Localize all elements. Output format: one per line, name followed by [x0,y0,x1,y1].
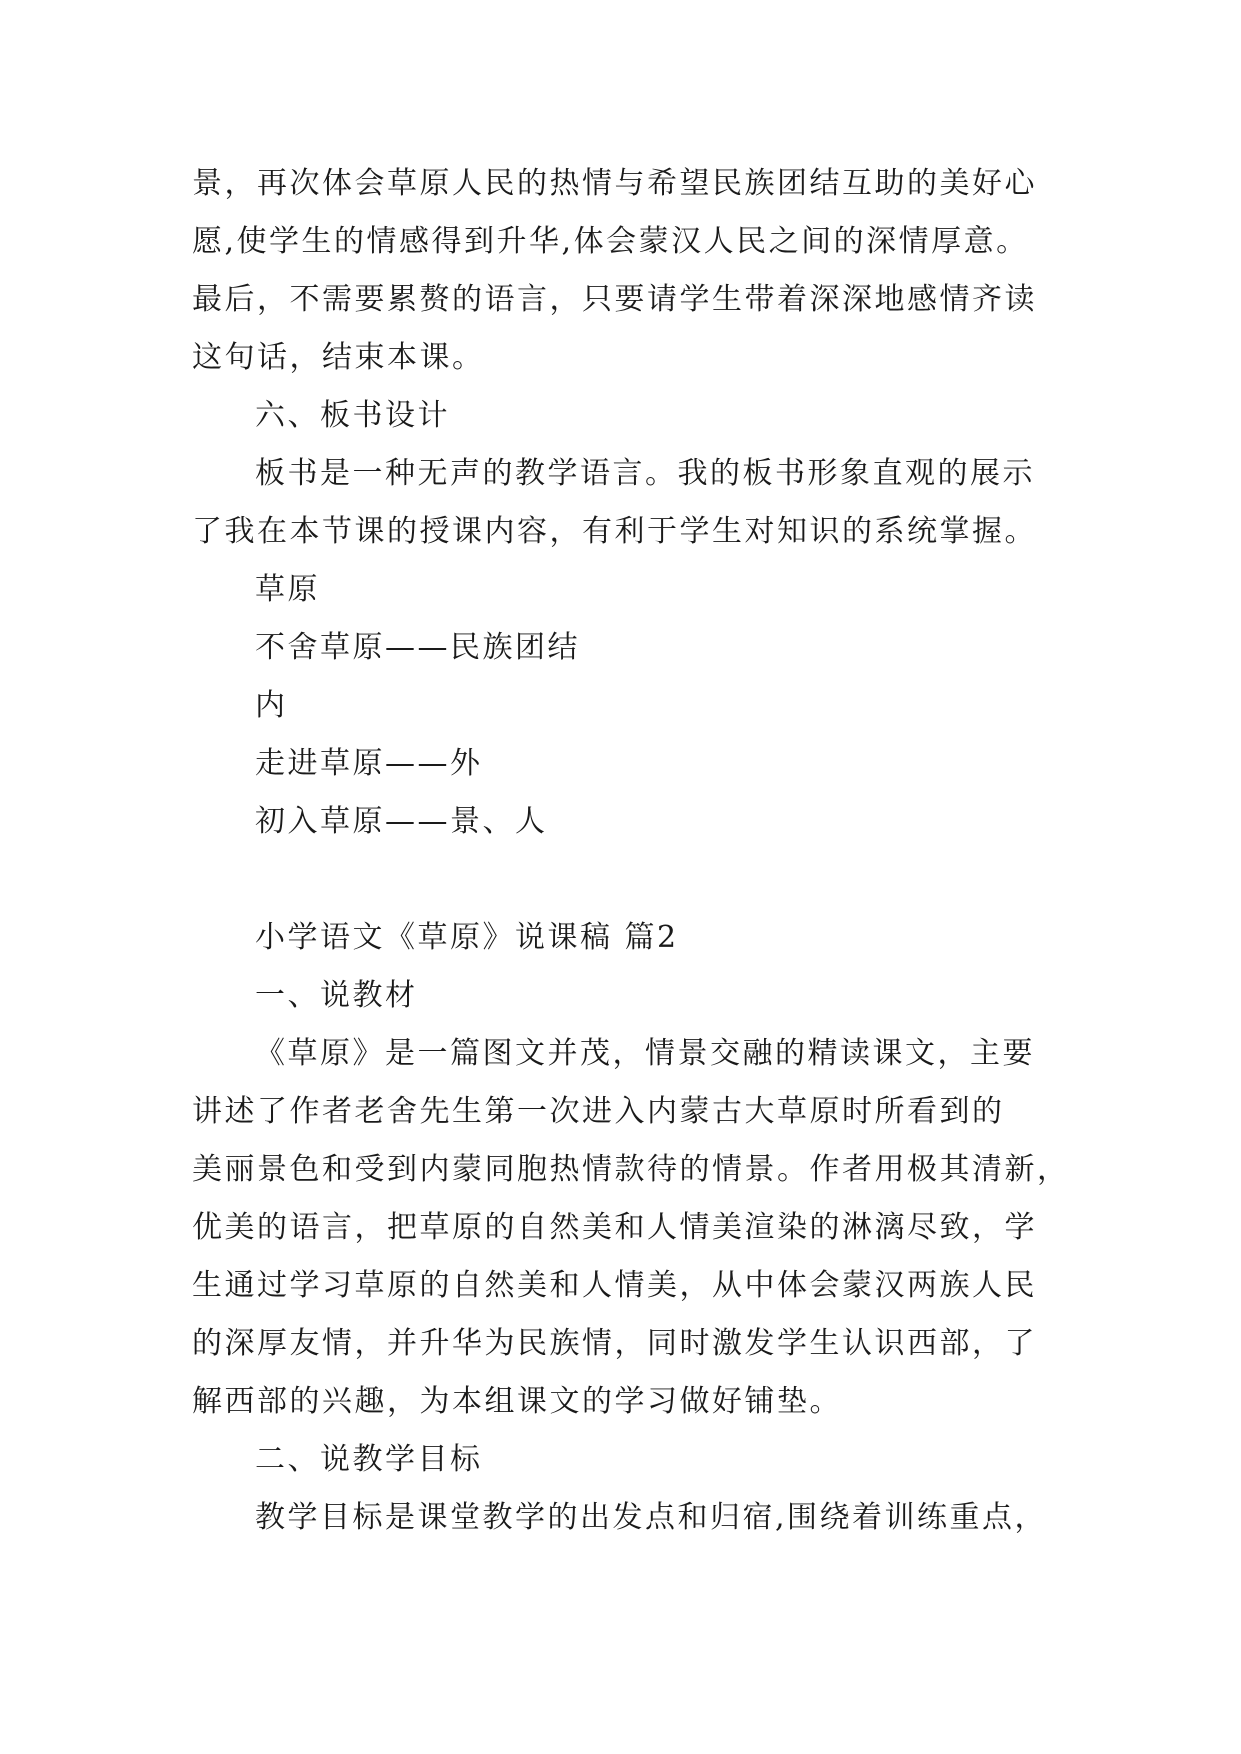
paragraph-line: 美丽景色和受到内蒙同胞热情款待的情景。作者用极其清新， [192,1152,1070,1187]
paragraph-line: 优美的语言，把草原的自然美和人情美渲染的淋漓尽致，学 [192,1210,1037,1245]
section-heading: 一、说教材 [255,978,418,1013]
paragraph-line: 生通过学习草原的自然美和人情美，从中体会蒙汉两族人民 [192,1268,1037,1303]
board-line: 走进草原——外 [255,746,483,781]
paragraph-line: 的深厚友情，并升华为民族情，同时激发学生认识西部，了 [192,1326,1037,1361]
paragraph-line: 板书是一种无声的教学语言。我的板书形象直观的展示 [255,456,1035,491]
paragraph-line: 《草原》是一篇图文并茂，情景交融的精读课文，主要 [255,1036,1035,1071]
paragraph-line: 最后，不需要累赘的语言，只要请学生带着深深地感情齐读 [192,282,1037,317]
section-heading: 二、说教学目标 [255,1442,483,1477]
paragraph-line: 解西部的兴趣，为本组课文的学习做好铺垫。 [192,1384,842,1419]
paragraph-line: 愿,使学生的情感得到升华,体会蒙汉人民之间的深情厚意。 [192,224,1029,259]
paragraph-line: 讲述了作者老舍先生第一次进入内蒙古大草原时所看到的 [192,1094,1005,1129]
article-title: 小学语文《草原》说课稿 篇2 [255,920,679,955]
paragraph-line: 这句话，结束本课。 [192,340,485,375]
board-line: 不舍草原——民族团结 [255,630,580,665]
paragraph-line: 景，再次体会草原人民的热情与希望民族团结互助的美好心 [192,166,1037,201]
board-line: 初入草原——景、人 [255,804,548,839]
section-heading: 六、板书设计 [255,398,450,433]
board-line: 草原 [255,572,320,607]
paragraph-line: 了我在本节课的授课内容，有利于学生对知识的系统掌握。 [192,514,1037,549]
board-line: 内 [255,688,288,723]
paragraph-line: 教学目标是课堂教学的出发点和归宿,围绕着训练重点， [255,1500,1048,1535]
